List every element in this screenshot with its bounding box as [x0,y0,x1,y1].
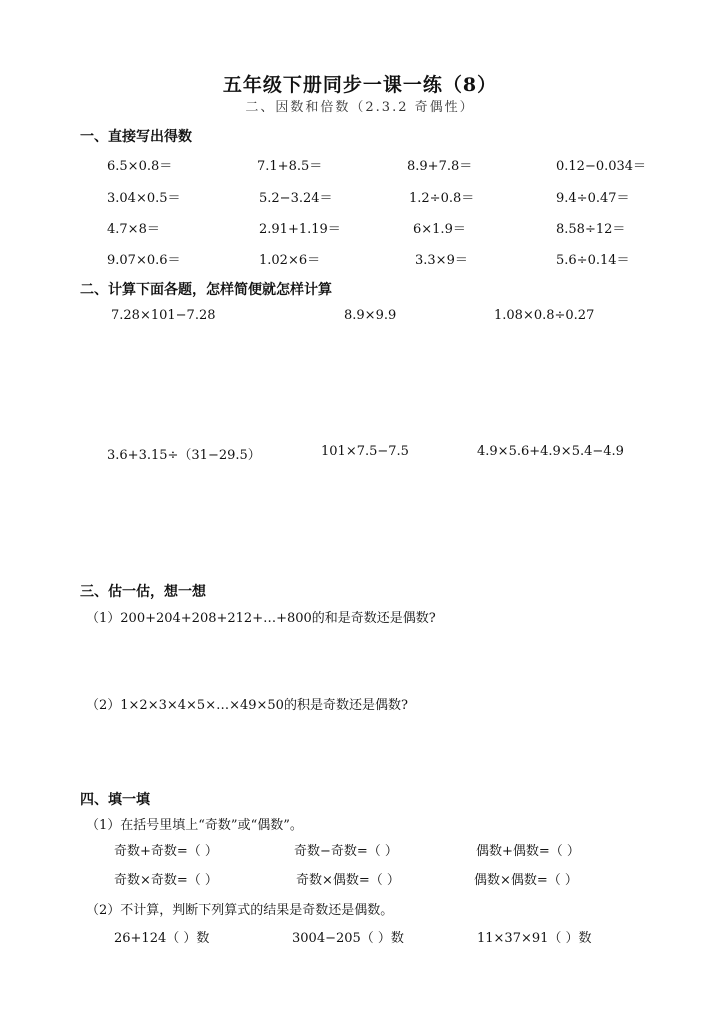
s4-blank-item: 奇数×奇数=（ ） [114,873,218,888]
s4-parity-item: 11×37×91（ ）数 [477,931,592,946]
s1-cell: 2.91+1.19＝ [259,222,341,237]
page-title: 五年级下册同步一课一练（8） [222,74,498,96]
s1-cell: 1.2÷0.8＝ [409,191,475,206]
section-1-heading: 一、直接写出得数 [80,129,192,145]
s3-question-1: （1）200+204+208+212+…+800的和是奇数还是偶数? [86,611,436,626]
s1-cell: 0.12−0.034＝ [556,159,647,174]
s1-cell: 5.6÷0.14＝ [556,253,630,268]
s1-cell: 9.4÷0.47＝ [556,191,630,206]
s2-problem: 4.9×5.6+4.9×5.4−4.9 [477,444,624,459]
section-3-heading: 三、估一估，想一想 [80,584,206,600]
section-2-heading: 二、计算下面各题，怎样简便就怎样计算 [80,282,332,298]
s2-problem: 7.28×101−7.28 [111,308,216,323]
s1-cell: 3.04×0.5＝ [107,191,181,206]
page-subtitle: 二、因数和倍数（2.3.2 奇偶性） [245,100,475,115]
s4-question-1: （1）在括号里填上“奇数”或“偶数”。 [86,818,303,833]
s4-blank-item: 偶数×偶数=（ ） [474,873,578,888]
s4-blank-item: 奇数+奇数=（ ） [114,844,218,859]
s4-question-2: （2）不计算，判断下列算式的结果是奇数还是偶数。 [86,903,394,918]
s2-problem: 101×7.5−7.5 [321,444,409,459]
s4-parity-item: 3004−205（ ）数 [292,931,404,946]
section-4-heading: 四、填一填 [80,792,150,808]
s3-question-2: （2）1×2×3×4×5×…×49×50的积是奇数还是偶数? [86,698,408,713]
s1-cell: 5.2−3.24＝ [259,191,333,206]
s1-cell: 6.5×0.8＝ [107,159,173,174]
s4-blank-item: 偶数+偶数=（ ） [476,844,580,859]
s2-problem: 8.9×9.9 [344,308,397,323]
s1-cell: 4.7×8＝ [107,222,160,237]
s2-problem: 3.6+3.15÷（31−29.5） [107,448,261,463]
s1-cell: 8.58÷12＝ [556,222,626,237]
s1-cell: 8.9+7.8＝ [407,159,473,174]
s4-parity-item: 26+124（ ）数 [114,931,210,946]
s1-cell: 6×1.9＝ [413,222,466,237]
s2-problem: 1.08×0.8÷0.27 [494,308,595,323]
s4-blank-item: 奇数−奇数=（ ） [294,844,398,859]
s1-cell: 7.1+8.5＝ [257,159,323,174]
s1-cell: 9.07×0.6＝ [107,253,181,268]
s1-cell: 3.3×9＝ [415,253,468,268]
s4-blank-item: 奇数×偶数=（ ） [296,873,400,888]
s1-cell: 1.02×6＝ [259,253,321,268]
